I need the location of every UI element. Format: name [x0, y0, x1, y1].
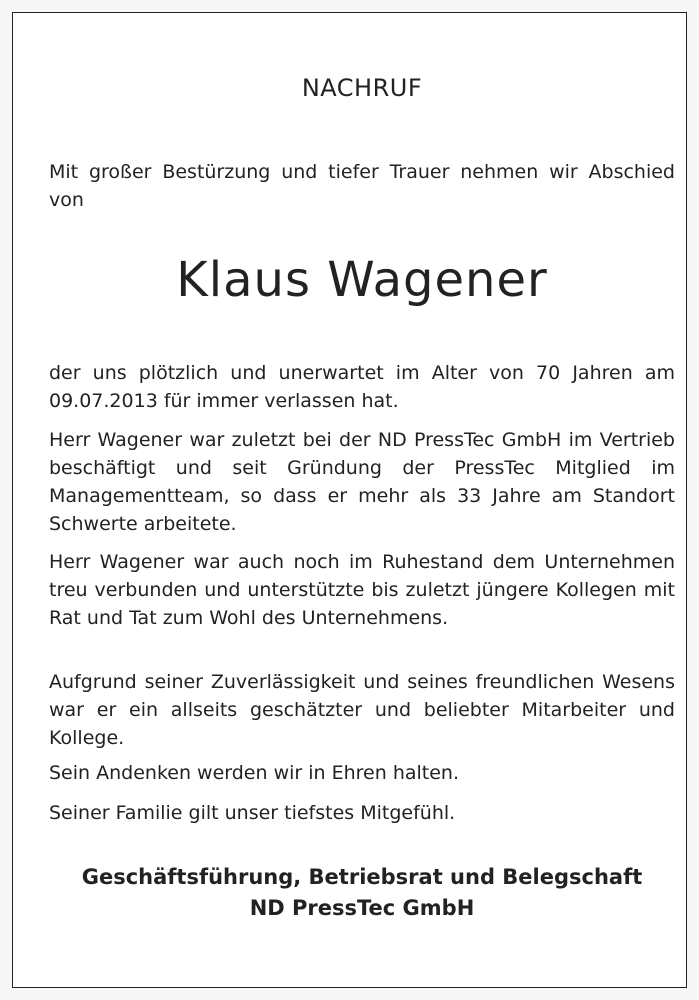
paragraph-condolence: Seiner Familie gilt unser tiefstes Mitgefühl.	[49, 802, 456, 824]
paragraph-remembrance: Sein Andenken werden wir in Ehren halten.	[49, 762, 460, 784]
paragraph-career: Herr Wagener war zuletzt bei der ND PressTec GmbH im Vertrieb beschäftigt und seit Gründung der PressTec Mitglied im Managementteam, so dass er mehr als 33 Jahre am Standort Schwerte arbeitete.	[49, 429, 675, 535]
paragraph-character: Aufgrund seiner Zuverlässigkeit und seines freundlichen Wesens war er ein allseits geschätzter und beliebter Mitarbeiter und Kollege.	[49, 671, 675, 749]
intro-text: Mit großer Bestürzung und tiefer Trauer nehmen wir Abschied von	[49, 161, 675, 211]
notice-heading: NACHRUF	[301, 74, 423, 102]
signature-line-2: ND PressTec GmbH	[249, 896, 475, 920]
signature-line-1: Geschäftsführung, Betriebsrat und Belegschaft	[81, 865, 643, 889]
deceased-name: Klaus Wagener	[176, 252, 548, 308]
obituary-notice	[12, 12, 687, 988]
paragraph-retirement: Herr Wagener war auch noch im Ruhestand dem Unternehmen treu verbunden und unterstützte bis zuletzt jüngere Kollegen mit Rat und Tat zum Wohl des Unternehmens.	[49, 551, 675, 629]
paragraph-death: der uns plötzlich und unerwartet im Alter von 70 Jahren am 09.07.2013 für immer verlassen hat.	[49, 362, 675, 412]
